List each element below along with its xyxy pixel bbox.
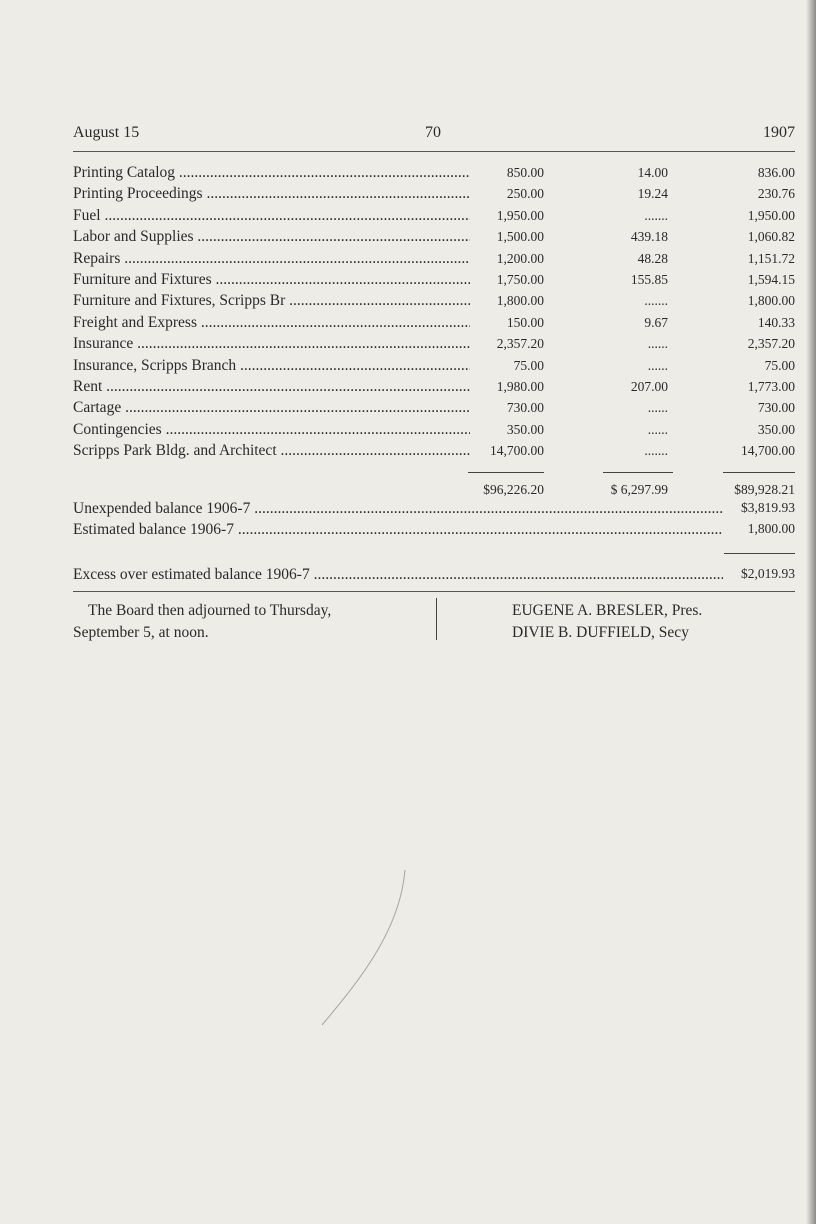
balance-value: 1,950.00 xyxy=(747,207,795,223)
excess-label: Excess over estimated balance 1906-7 ..... xyxy=(73,566,723,584)
balance-value: 230.76 xyxy=(757,186,795,202)
page-number: 70 xyxy=(425,124,441,141)
expended-value: 19.24 xyxy=(637,186,668,202)
row-label: Labor and Supplies ..... xyxy=(73,226,470,247)
expended-value: 155.85 xyxy=(630,271,668,287)
row-label: Scripps Park Bldg. and Architect ..... xyxy=(73,440,470,461)
header-date: August 15 xyxy=(73,124,140,141)
appropriation-value: 150.00 xyxy=(504,312,544,333)
expended-value: ...... xyxy=(647,400,668,416)
expended-value: ...... xyxy=(647,421,668,437)
expended-value: 14.00 xyxy=(637,165,668,180)
balance-value: 14,700.00 xyxy=(741,443,795,459)
expended-value: 48.28 xyxy=(637,250,668,266)
appropriation-value: 1,980.00 xyxy=(494,376,544,397)
row-label: Fuel ..... xyxy=(73,205,470,226)
appropriation-value: 1,200.00 xyxy=(494,248,544,269)
row-label: Cartage ..... xyxy=(73,397,470,418)
row-label: Freight and Express ..... xyxy=(73,312,470,333)
adjourn-line-2: September 5, at noon. xyxy=(73,624,209,641)
appropriation-value: 250.00 xyxy=(504,183,544,204)
estimated-value: 1,800.00 xyxy=(747,521,795,536)
row-label: Printing Proceedings ..... xyxy=(73,183,470,204)
expended-value: ...... xyxy=(647,336,668,352)
unexpended-value: $3,819.93 xyxy=(741,500,795,515)
balance-value: 1,060.82 xyxy=(747,229,795,245)
appropriation-value: 1,500.00 xyxy=(494,226,544,247)
adjourn-line-1: The Board then adjourned to Thursday, xyxy=(88,602,332,619)
balance-value: 1,151.72 xyxy=(747,250,795,266)
appropriation-value: 14,700.00 xyxy=(487,440,544,461)
balance-value: 730.00 xyxy=(757,400,795,416)
expended-value: 9.67 xyxy=(644,314,668,330)
unexpended-label: Unexpended balance 1906-7 ..... xyxy=(73,500,723,518)
appropriation-value: 1,800.00 xyxy=(494,290,544,311)
expended-value: ....... xyxy=(644,293,668,309)
secretary-signature: DIVIE B. DUFFIELD, Secy xyxy=(512,624,689,641)
balance-value: 75.00 xyxy=(764,357,795,373)
appropriation-value: 1,950.00 xyxy=(494,205,544,226)
appropriation-value: 350.00 xyxy=(504,419,544,440)
expended-value: 439.18 xyxy=(630,229,668,245)
appropriation-value: 730.00 xyxy=(504,397,544,418)
appropriation-value: 75.00 xyxy=(511,355,544,376)
appropriation-value: 1,750.00 xyxy=(494,269,544,290)
total-c1: $96,226.20 xyxy=(483,482,544,497)
balance-value: 1,800.00 xyxy=(747,293,795,309)
balance-value: 350.00 xyxy=(757,421,795,437)
row-label: Insurance ..... xyxy=(73,333,470,354)
appropriation-value: 850.00 xyxy=(504,162,544,183)
total-c2: $ 6,297.99 xyxy=(610,482,668,497)
expended-value: 207.00 xyxy=(630,378,668,394)
header-year: 1907 xyxy=(763,124,795,141)
president-signature: EUGENE A. BRESLER, Pres. xyxy=(512,602,703,619)
balance-value: 1,773.00 xyxy=(747,378,795,394)
balance-value: 836.00 xyxy=(757,165,795,180)
row-label: Rent ..... xyxy=(73,376,470,397)
expended-value: ....... xyxy=(644,207,668,223)
row-label: Repairs ..... xyxy=(73,248,470,269)
row-label: Furniture and Fixtures, Scripps Br ..... xyxy=(73,290,470,311)
row-label: Insurance, Scripps Branch ..... xyxy=(73,355,470,376)
total-c3: $89,928.21 xyxy=(734,482,795,497)
balance-value: 140.33 xyxy=(757,314,795,330)
balance-value: 1,594.15 xyxy=(747,271,795,287)
appropriation-value: 2,357.20 xyxy=(494,333,544,354)
row-label: Contingencies ..... xyxy=(73,419,470,440)
excess-value: $2,019.93 xyxy=(741,566,795,581)
expended-value: ....... xyxy=(644,443,668,459)
estimated-label: Estimated balance 1906-7 ..... xyxy=(73,521,723,539)
row-label: Printing Catalog ..... xyxy=(73,162,470,183)
row-label: Furniture and Fixtures ..... xyxy=(73,269,470,290)
balance-value: 2,357.20 xyxy=(747,336,795,352)
expended-value: ...... xyxy=(647,357,668,373)
